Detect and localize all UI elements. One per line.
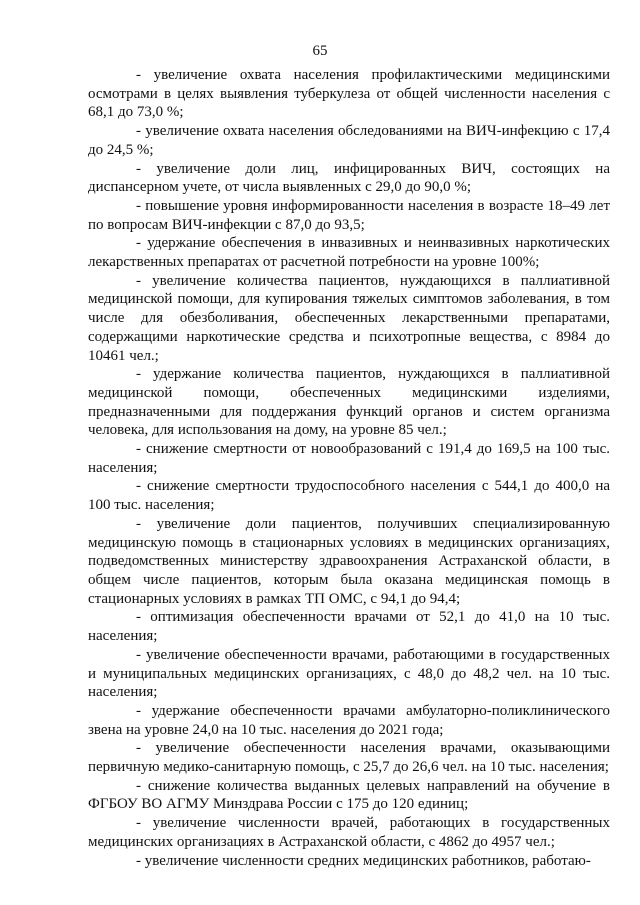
list-item: - увеличение обеспеченности врачами, работающими в государственных и муниципальных медицинских организациях, с 48,0 до 48,2 чел. на 10 тыс. населения; <box>88 646 610 701</box>
list-item: - увеличение численности врачей, работающих в государственных медицинских организациях в Астраханской области, с 4862 до 4957 чел.; <box>88 815 610 850</box>
list-item: - увеличение охвата населения профилактическими медицинскими осмотрами в целях выявления туберкулеза от общей численности населения с 68,1 до 73,0 %; <box>88 67 610 121</box>
list-item: - удержание обеспечения в инвазивных и неинвазивных наркотических лекарственных препаратах от расчетной потребности на уровне 100%; <box>88 235 610 271</box>
list-item: - увеличение численности средних медицинских работников, работаю- <box>136 852 591 869</box>
list-item: - оптимизация обеспеченности врачами от 52,1 до 41,0 на 10 тыс. населения; <box>88 609 610 645</box>
document-body <box>88 66 610 870</box>
list-item: - удержание обеспеченности врачами амбулаторно-поликлинического звена на уровне 24,0 на 10 тыс. населения до 2021 года; <box>88 702 610 738</box>
list-item: - снижение количества выданных целевых направлений на обучение в ФГБОУ ВО АГМУ Минздрава России с 175 до 120 единиц; <box>88 777 610 813</box>
list-item: - снижение смертности от новообразований с 191,4 до 169,5 на 100 тыс. населения; <box>88 441 610 476</box>
page-number: 65 <box>312 43 328 59</box>
list-item: - увеличение количества пациентов, нуждающихся в паллиативной медицинской помощи, для купирования тяжелых симптомов заболевания, в том числе для обезболивания, обеспеченных лекарственными препаратами, содержащими наркотические средства и психотропные вещества, с 8984 до 10461 чел.; <box>88 272 610 364</box>
list-item: - увеличение доли лиц, инфицированных ВИЧ, состоящих на диспансерном учете, от числа выявленных с 29,0 до 90,0 %; <box>88 160 610 196</box>
list-item: - увеличение доли пациентов, получивших специализированную медицинскую помощь в стационарных условиях в медицинских организациях, подведомственных министерству здравоохранения Астраханской области, в общем числе пациентов, которым была оказана медицинская помощь в стационарных условиях в рамках ТП ОМС, с 94,1 до 94,4; <box>88 515 610 607</box>
list-item: - увеличение охвата населения обследованиями на ВИЧ-инфекцию с 17,4 до 24,5 %; <box>88 123 610 158</box>
list-item: - повышение уровня информированности населения в возрасте 18–49 лет по вопросам ВИЧ-инфекции с 87,0 до 93,5; <box>88 197 610 233</box>
list-item: - снижение смертности трудоспособного населения с 544,1 до 400,0 на 100 тыс. населения; <box>88 478 610 514</box>
list-item: - увеличение обеспеченности населения врачами, оказывающими первичную медико-санитарную помощь, с 25,7 до 26,6 чел. на 10 тыс. населения; <box>88 740 610 776</box>
list-item: - удержание количества пациентов, нуждающихся в паллиативной медицинской помощи, обеспеченных медицинскими изделиями, предназначенными для поддержания функций органов и систем организма человека, для использования на дому, на уровне 85 чел.; <box>88 366 610 439</box>
